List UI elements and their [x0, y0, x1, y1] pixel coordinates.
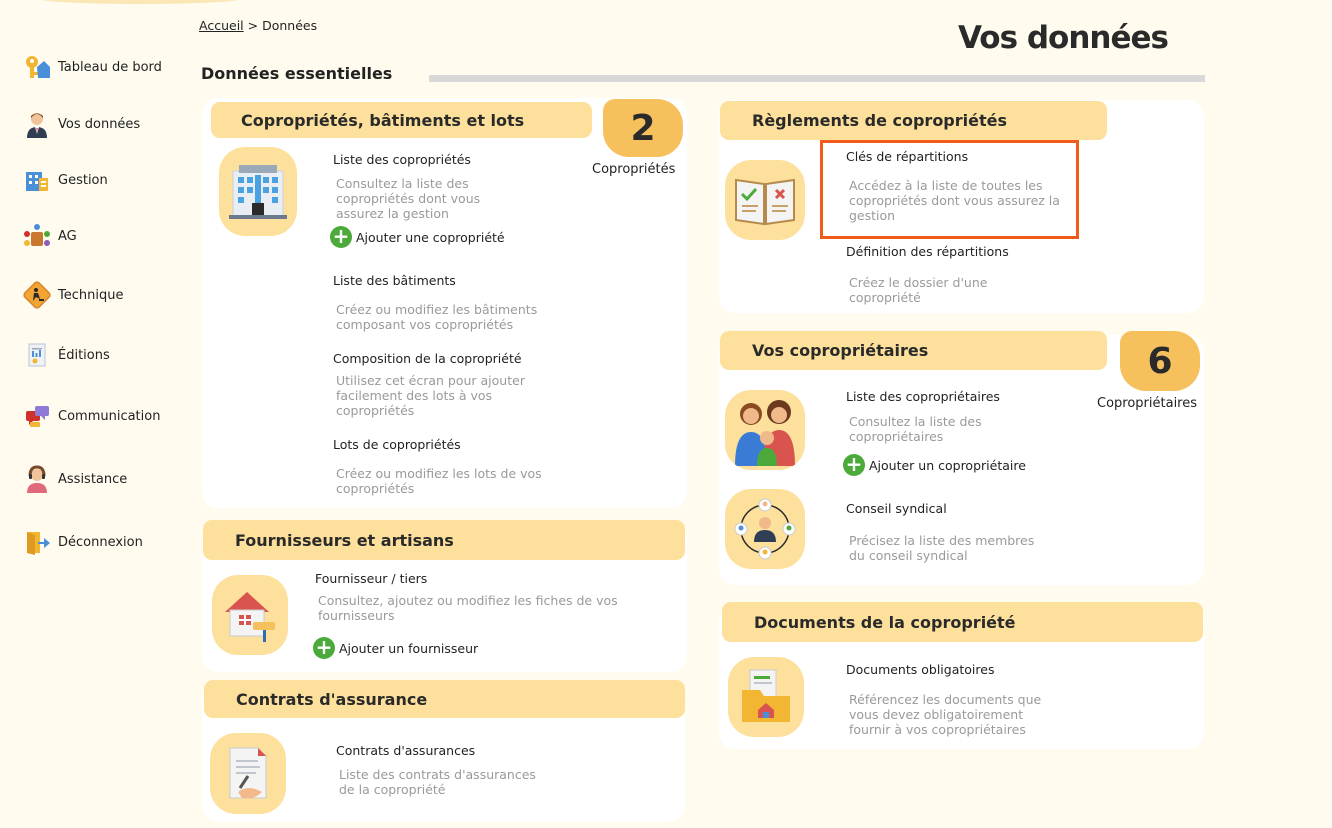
sidebar-item-tableau-de-bord[interactable]	[22, 52, 162, 82]
coproprietes-count-badge: 2	[603, 99, 683, 157]
coproprietes-header: Copropriétés, bâtiments et lots	[211, 102, 592, 138]
documents-folder-icon	[728, 657, 804, 737]
sidebar-item-label: Gestion	[58, 172, 108, 188]
cles-repartitions-link[interactable]: Clés de répartitions	[846, 149, 969, 164]
sidebar-item-technique[interactable]	[22, 280, 123, 310]
liste-batiments-desc: Créez ou modifiez les bâtiments composant vos copropriétés	[336, 302, 538, 332]
breadcrumb	[199, 18, 317, 33]
contract-handshake-icon	[210, 733, 286, 814]
sidebar-item-label: AG	[58, 228, 77, 244]
support-agent-icon	[22, 464, 52, 494]
fournisseur-tiers-desc: Consultez, ajoutez ou modifiez les fiches de vos fournisseurs	[318, 593, 618, 623]
conseil-syndical-icon	[725, 489, 805, 569]
sidebar-item-gestion[interactable]	[22, 165, 108, 195]
fournisseurs-header: Fournisseurs et artisans	[203, 520, 685, 560]
plus-icon: +	[313, 637, 335, 659]
worker-sign-icon	[22, 280, 52, 310]
sidebar	[0, 0, 190, 828]
conseil-syndical-link[interactable]: Conseil syndical	[846, 501, 947, 516]
section-heading: Données essentielles	[201, 64, 393, 83]
fournisseur-tiers-link[interactable]: Fournisseur / tiers	[315, 571, 428, 586]
sidebar-item-ag[interactable]	[22, 221, 77, 251]
house-paint-icon	[212, 575, 288, 655]
add-coproprietaire-label: Ajouter un copropriétaire	[869, 457, 1026, 473]
composition-copropriete-desc: Utilisez cet écran pour ajouter facilement des lots à vos copropriétés	[336, 373, 525, 418]
plus-icon: +	[843, 454, 865, 476]
add-coproprietaire-button[interactable]	[843, 454, 1026, 476]
composition-copropriete-link[interactable]: Composition de la copropriété	[333, 351, 522, 366]
sidebar-item-label: Vos données	[58, 116, 141, 132]
add-fournisseur-label: Ajouter un fournisseur	[339, 640, 479, 656]
contrats-assurances-link[interactable]: Contrats d'assurances	[336, 743, 476, 758]
section-divider	[429, 75, 1205, 82]
chat-bubbles-icon	[22, 401, 52, 431]
definition-repartitions-link[interactable]: Définition des répartitions	[846, 244, 1009, 259]
definition-repartitions-desc: Créez le dossier d'une copropriété	[849, 275, 988, 305]
sidebar-item-assistance[interactable]	[22, 464, 127, 494]
coproprietes-count-label: Copropriétés	[592, 162, 676, 177]
sidebar-item-deconnexion[interactable]	[22, 527, 143, 557]
assurance-header: Contrats d'assurance	[204, 680, 685, 718]
liste-coproprietaires-link[interactable]: Liste des copropriétaires	[846, 389, 1000, 404]
rules-book-icon	[725, 160, 805, 240]
breadcrumb-separator: >	[247, 18, 259, 33]
cles-repartitions-desc: Accédez à la liste de toutes les copropriétés dont vous assurez la gestion	[849, 178, 1060, 223]
sidebar-item-label: Tableau de bord	[58, 59, 162, 75]
conseil-syndical-desc: Précisez la liste des membres du conseil syndical	[849, 533, 1035, 563]
logout-icon	[22, 527, 52, 557]
lots-coproprietes-desc: Créez ou modifiez les lots de vos copropriétés	[336, 466, 542, 496]
sidebar-item-communication[interactable]	[22, 401, 160, 431]
sidebar-item-vos-donnees[interactable]	[22, 109, 140, 139]
building-icon	[219, 147, 297, 236]
liste-batiments-link[interactable]: Liste des bâtiments	[333, 273, 456, 288]
sidebar-item-editions[interactable]	[22, 340, 110, 370]
meeting-icon	[22, 221, 52, 251]
liste-coproprietes-link[interactable]: Liste des copropriétés	[333, 152, 471, 167]
coproprietaires-header: Vos copropriétaires	[720, 331, 1107, 370]
contrats-assurances-desc: Liste des contrats d'assurances de la copropriété	[339, 767, 536, 797]
documents-obligatoires-link[interactable]: Documents obligatoires	[846, 662, 995, 677]
add-fournisseur-button[interactable]	[313, 637, 478, 659]
documents-obligatoires-desc: Référencez les documents que vous devez obligatoirement fournir à vos copropriétaires	[849, 692, 1042, 737]
sidebar-item-label: Technique	[58, 287, 124, 303]
lots-coproprietes-link[interactable]: Lots de copropriétés	[333, 437, 461, 452]
liste-coproprietes-desc: Consultez la liste des copropriétés dont vous assurez la gestion	[336, 176, 481, 221]
user-suit-icon	[22, 109, 52, 139]
liste-coproprietaires-desc: Consultez la liste des copropriétaires	[849, 414, 982, 444]
documents-header: Documents de la copropriété	[722, 602, 1203, 642]
dashboard-keys-icon	[22, 52, 52, 82]
sidebar-item-label: Déconnexion	[58, 534, 143, 550]
reglements-header: Règlements de copropriétés	[720, 101, 1107, 140]
coproprietaires-count-label: Copropriétaires	[1097, 396, 1198, 411]
report-icon	[22, 340, 52, 370]
add-copropriete-label: Ajouter une copropriété	[356, 229, 505, 245]
breadcrumb-current: Données	[262, 18, 318, 33]
gestion-icon	[22, 165, 52, 195]
sidebar-item-label: Assistance	[58, 471, 128, 487]
family-icon	[725, 390, 805, 470]
add-copropriete-button[interactable]	[330, 226, 505, 248]
sidebar-item-label: Éditions	[58, 347, 110, 363]
coproprietaires-count-badge: 6	[1120, 331, 1200, 391]
sidebar-item-label: Communication	[58, 408, 161, 424]
plus-icon: +	[330, 226, 352, 248]
page-title: Vos données	[958, 20, 1168, 56]
breadcrumb-home-link[interactable]: Accueil	[199, 18, 244, 33]
